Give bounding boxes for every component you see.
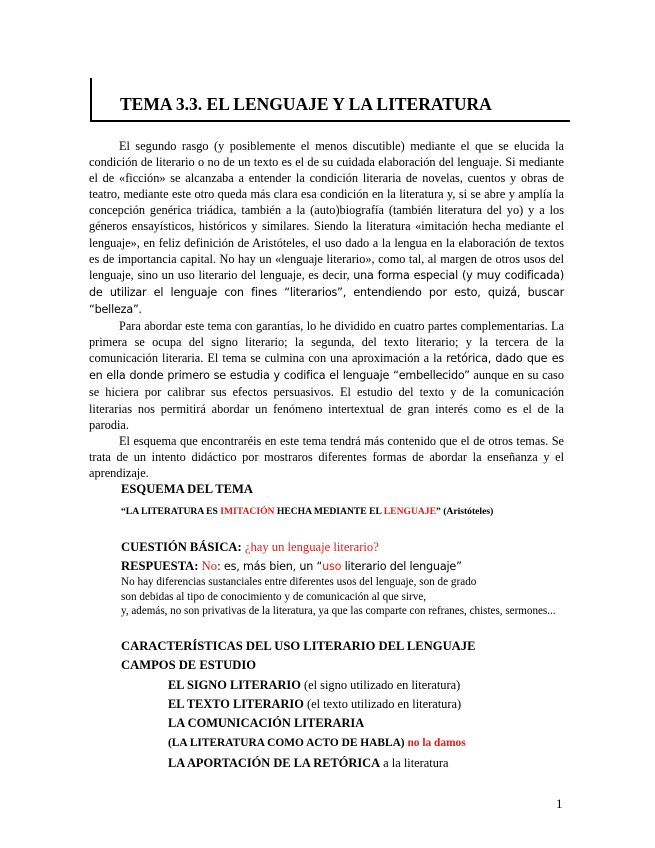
paragraph-1-end: .	[138, 301, 142, 316]
quote-part-5: ” (Aristóteles)	[436, 506, 494, 517]
paragraph-2	[89, 318, 564, 433]
campo-texto-desc: (el texto utilizado en literatura)	[303, 697, 462, 711]
cuestion-question: ¿hay un lenguaje literario?	[241, 540, 379, 554]
respuesta	[121, 559, 462, 574]
quote-lenguaje: LENGUAJE	[383, 506, 437, 517]
paragraph-2-text: Para abordar este tema con garantías, lo he dividido en cuatro partes complementarias. La primera se ocupa del signo literario; la segunda, del texto literario; y la tercera de la comunicación literaria. El tema se culmina con una aproximación a la	[89, 319, 564, 366]
campos-heading: CAMPOS DE ESTUDIO	[121, 658, 257, 672]
respuesta-end: literario del lenguaje”	[341, 560, 462, 573]
paragraph-2-highlight: retórica, dado que es en ella donde primero se estudia y codifica el lenguaje “embellecido”	[89, 352, 565, 383]
paragraph-2-end: aunque en su caso se hiciera por calibrar sus efectos persuasivos. El estudio del texto y de la comunicación literarias nos permitirá abordar un fenómeno intertextual de gran interés como es el de la parodia.	[89, 368, 564, 432]
campo-signo-label: EL SIGNO LITERARIO	[168, 678, 301, 692]
campo-acto-habla	[168, 737, 466, 749]
body-text	[89, 138, 564, 481]
respuesta-line-1: No hay diferencias sustanciales entre diferentes usos del lenguaje, son de grado	[121, 576, 477, 588]
aristotle-quote	[121, 506, 493, 517]
page-title: TEMA 3.3. EL LENGUAJE Y LA LITERATURA	[120, 94, 492, 114]
respuesta-no: No	[198, 559, 217, 573]
campo-comunicacion: LA COMUNICACIÓN LITERARIA	[168, 716, 365, 730]
respuesta-uso: uso	[322, 560, 342, 573]
campo-signo	[168, 678, 460, 693]
paragraph-1	[89, 138, 564, 318]
campo-texto-label: EL TEXTO LITERARIO	[168, 697, 304, 711]
campo-signo-desc: (el signo utilizado en literatura)	[300, 678, 461, 692]
campo-acto-habla-note: no la damos	[404, 737, 466, 749]
respuesta-line-3: y, además, no son privativas de la literatura, ya que las comparte con refranes, chistes, sermones...	[121, 605, 556, 617]
cuestion-basica	[121, 540, 379, 555]
cuestion-label: CUESTIÓN BÁSICA:	[121, 540, 242, 554]
respuesta-line-2: son debidas al tipo de conocimiento y de comunicación al que sirve,	[121, 591, 427, 603]
paragraph-3: El esquema que encontraréis en este tema tendrá más contenido que el de otros temas. Se trata de un intento didáctico por mostraros diferentes formas de abordar la enseñanza y el aprendizaje.	[89, 433, 564, 480]
esquema-heading: ESQUEMA DEL TEMA	[121, 482, 254, 496]
quote-imitacion: IMITACIÓN	[220, 506, 275, 517]
campo-retorica-label: LA APORTACIÓN DE LA RETÓRICA	[168, 756, 381, 770]
paragraph-1-text: El segundo rasgo (y posiblemente el menos discutible) mediante el que se elucida la condición de literario o no de un texto es el de su cuidada elaboración del lenguaje. Si mediante el de «ficción» se alcanzaba a entender la condición literaria de novelas, cuentos y obras de teatro, mediante este otro queda más clara esa condición en la literatura y, si se abre y amplía la concepción genérica triádica, también a la (auto)biografía (también literatura del yo) y a los géneros ensayísticos, históricos y similares. Siendo la literatura «imitación hecha mediante el lenguaje», en feliz definición de Aristóteles, el uso dado a la lengua en la elaboración de textos es de importancia capital. No hay un «lenguaje literario», como tal, al margen de otros usos del lenguaje, sino un uso literario del lenguaje, es decir,	[89, 139, 564, 282]
campo-acto-habla-label: (LA LITERATURA COMO ACTO DE HABLA)	[168, 737, 405, 749]
campo-retorica	[168, 756, 449, 771]
caracteristicas-heading: CARACTERÍSTICAS DEL USO LITERARIO DEL LENGUAJE	[121, 639, 476, 653]
quote-part-3: HECHA MEDIANTE EL	[274, 506, 384, 517]
respuesta-mid: : es, más bien, un “	[217, 560, 323, 573]
respuesta-label: RESPUESTA:	[121, 559, 199, 573]
campo-texto	[168, 697, 461, 712]
page-number: 1	[556, 796, 563, 811]
campo-retorica-desc: a la literatura	[380, 756, 449, 770]
paragraph-1-highlight: una forma especial (y muy codificada) de utilizar el lenguaje con fines “literarios”, entendiendo por esto, quizá, buscar “belleza”	[89, 268, 564, 316]
quote-part-1: “LA LITERATURA ES	[121, 506, 221, 517]
